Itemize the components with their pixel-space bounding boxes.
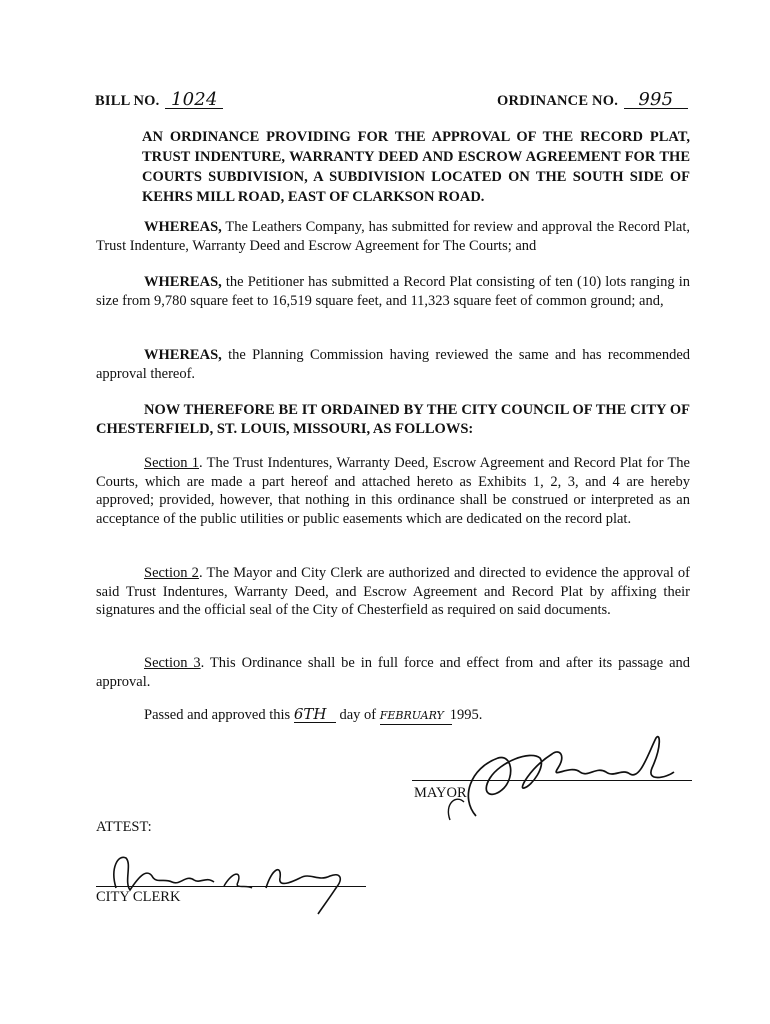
mayor-signature bbox=[420, 728, 690, 828]
section-text: . The Mayor and City Clerk are authorized and directed to evidence the approval of said Trust Indentures, Warranty Deed, and Escrow Agreement and Record Plat by affixing their signatures and the official seal of the City of Chesterfield as required on said documents. bbox=[96, 565, 690, 619]
section-label: Section 3 bbox=[144, 655, 201, 671]
passed-prefix: Passed and approved this bbox=[144, 707, 291, 723]
ordained-text: NOW THEREFORE BE IT ORDAINED BY THE CITY COUNCIL OF THE CITY OF CHESTERFIELD, ST. LOUIS, MISSOURI, AS FOLLOWS: bbox=[96, 402, 690, 437]
section-1-paragraph bbox=[96, 454, 690, 528]
bill-number-line bbox=[95, 89, 223, 110]
section-2-paragraph bbox=[96, 564, 690, 620]
section-text: . The Trust Indentures, Warranty Deed, Escrow Agreement and Record Plat for The Courts, which are made a part hereof and attached hereto as Exhibits 1, 2, 3, and 4 are hereby approved; provided, however, that nothing in this ordinance shall be construed or interpreted as an acceptance of the public utilities or public easements which are dedicated on the record plat. bbox=[96, 455, 690, 527]
attest-label: ATTEST: bbox=[96, 819, 152, 835]
bill-number-handwritten: 1024 bbox=[165, 92, 223, 109]
passed-year: 1995. bbox=[449, 707, 483, 723]
mayor-label: MAYOR bbox=[414, 785, 467, 801]
passed-line bbox=[144, 706, 704, 725]
section-label: Section 1 bbox=[144, 455, 200, 471]
section-label: Section 2 bbox=[144, 565, 199, 581]
passed-day-handwritten: 6TH bbox=[294, 706, 336, 723]
passed-middle: day of bbox=[339, 707, 377, 723]
section-3-paragraph bbox=[96, 654, 690, 691]
whereas-lead: WHEREAS, bbox=[144, 219, 222, 235]
ordinance-label: ORDINANCE NO. bbox=[497, 93, 619, 109]
whereas-paragraph-1 bbox=[96, 218, 690, 255]
ordinance-number-handwritten: 995 bbox=[624, 92, 688, 109]
passed-month-handwritten: FEBRUARY bbox=[380, 708, 452, 725]
whereas-paragraph-2 bbox=[96, 273, 690, 310]
city-clerk-signature-line bbox=[96, 886, 366, 887]
whereas-lead: WHEREAS, bbox=[144, 347, 222, 363]
section-text: . This Ordinance shall be in full force and effect from and after its passage and approval. bbox=[96, 655, 690, 690]
bill-label: BILL NO. bbox=[95, 93, 160, 109]
ordinance-title: AN ORDINANCE PROVIDING FOR THE APPROVAL OF THE RECORD PLAT, TRUST INDENTURE, WARRANTY DEED AND ESCROW AGREEMENT FOR THE COURTS SUBDIVISION, A SUBDIVISION LOCATED ON THE SOUTH SIDE OF KEHRS MILL ROAD, EAST OF CLARKSON ROAD. bbox=[142, 129, 690, 205]
whereas-paragraph-3 bbox=[96, 346, 690, 383]
ordinance-number-line bbox=[497, 89, 688, 110]
whereas-lead: WHEREAS, bbox=[144, 274, 222, 290]
whereas-text: The Leathers Company, has submitted for review and approval the Record Plat, Trust Indenture, Warranty Deed and Escrow Agreement for The Courts; and bbox=[96, 219, 690, 254]
whereas-text: the Planning Commission having reviewed the same and has recommended approval thereof. bbox=[96, 347, 690, 382]
ordained-clause bbox=[96, 401, 690, 438]
city-clerk-label: CITY CLERK bbox=[96, 889, 181, 905]
mayor-signature-line bbox=[412, 780, 692, 781]
city-clerk-signature bbox=[96, 848, 366, 918]
whereas-text: the Petitioner has submitted a Record Plat consisting of ten (10) lots ranging in size from 9,780 square feet to 16,519 square feet, and 11,323 square feet of common ground; and, bbox=[96, 274, 690, 309]
